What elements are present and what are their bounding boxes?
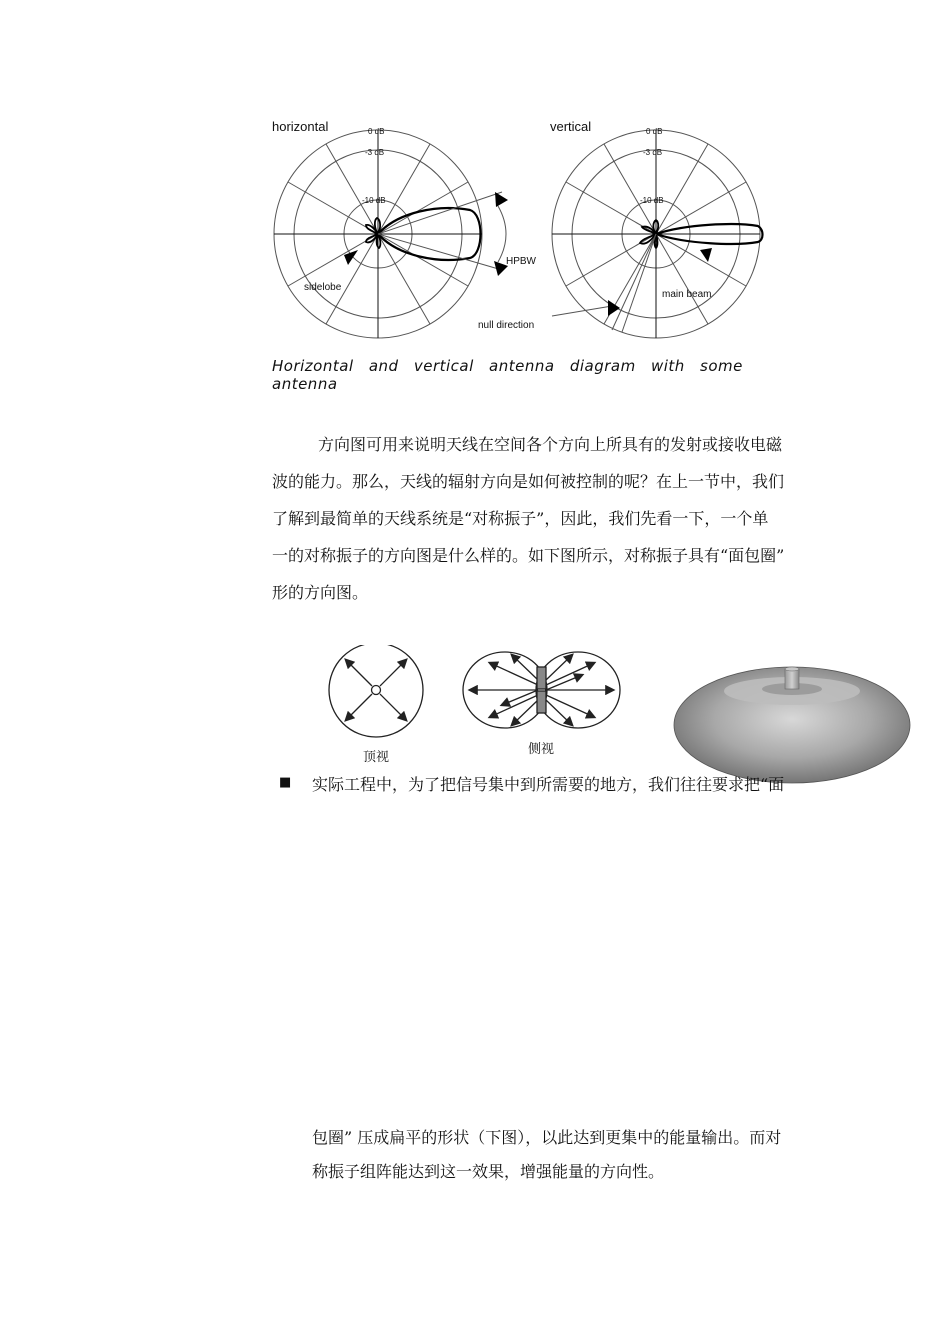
v-db-3: -3 dB xyxy=(643,148,663,157)
hpbw-arrow-top xyxy=(495,192,508,207)
paragraph-2-line-2: 称振子组阵能达到这一效果，增强能量的方向性。 xyxy=(312,1162,665,1181)
hpbw-markers xyxy=(378,192,506,270)
antenna-pattern-figure xyxy=(262,110,802,355)
paragraph-1-line-1: 方向图可用来说明天线在空间各个方向上所具有的发射或接收电磁 xyxy=(318,435,783,454)
paragraph-1-line-3: 了解到最简单的天线系统是“对称振子”，因此，我们先看一下，一个单 xyxy=(272,509,769,528)
paragraph-1-line-2: 波的能力。那么，天线的辐射方向是如何被控制的呢？在上一节中，我们 xyxy=(272,472,785,491)
bullet-marker: ■ xyxy=(279,775,292,790)
null-direction-arrow xyxy=(608,300,620,316)
side-view-diagram xyxy=(463,652,620,728)
polar-diagrams xyxy=(262,110,802,355)
torus-3d-pattern xyxy=(674,667,910,783)
null-direction-label: null direction xyxy=(478,320,535,331)
bullet-text: 实际工程中，为了把信号集中到所需要的地方，我们往往要求把“面 xyxy=(312,775,785,794)
paragraph-1-line-4: 一的对称振子的方向图是什么样的。如下图所示，对称振子具有“面包圈” xyxy=(272,546,785,565)
null-direction-lines xyxy=(552,234,656,332)
v-db-0: 0 dB xyxy=(646,127,663,136)
vertical-label: vertical xyxy=(550,119,592,134)
v-db-10: -10 dB xyxy=(640,196,664,205)
paragraph-2-line-1: 包圈” 压成扁平的形状（下图），以此达到更集中的能量输出。而对 xyxy=(312,1128,782,1147)
h-db-0: 0 dB xyxy=(368,127,385,136)
h-db-10: -10 dB xyxy=(362,196,386,205)
h-db-3: -3 dB xyxy=(365,148,385,157)
paragraph-2 xyxy=(312,1121,812,1189)
hpbw-label: HPBW xyxy=(506,256,536,267)
vertical-polar-plot xyxy=(552,130,763,338)
sidelobe-label: sidelobe xyxy=(304,282,342,293)
horizontal-label: horizontal xyxy=(272,119,329,134)
figure-caption: Horizontal and vertical antenna diagram with some antenna xyxy=(272,357,743,393)
main-beam-label: main beam xyxy=(662,289,712,300)
paragraph-1 xyxy=(272,426,810,611)
side-view-label: 侧视 xyxy=(528,742,555,757)
top-view-diagram xyxy=(329,645,423,737)
paragraph-1-line-5: 形的方向图。 xyxy=(272,583,369,602)
top-view-label: 顶视 xyxy=(363,750,390,765)
